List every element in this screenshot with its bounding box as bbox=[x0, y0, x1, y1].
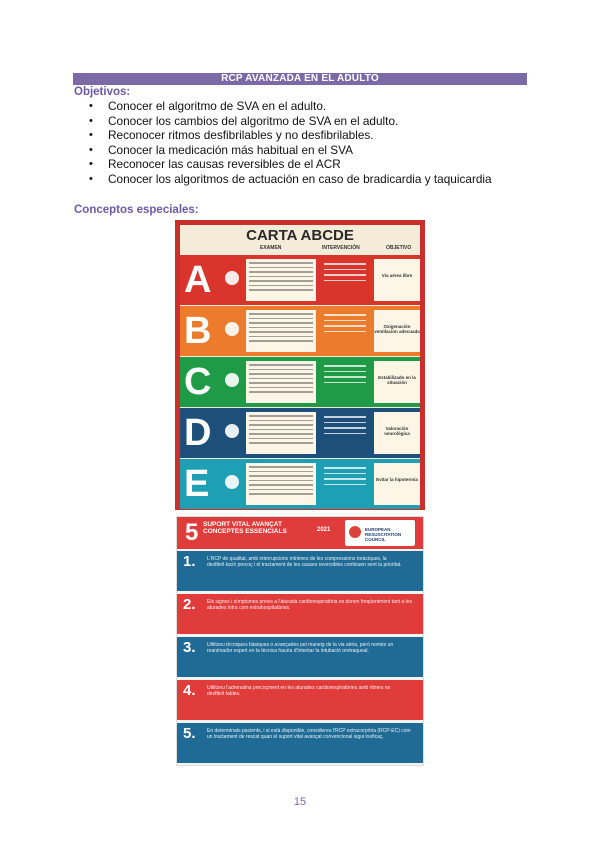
carta-objective-box: Evitar la hipotermia bbox=[374, 463, 420, 505]
carta-intervention-box bbox=[320, 310, 370, 352]
organ-icon bbox=[225, 475, 239, 489]
organ-icon bbox=[225, 424, 239, 438]
objective-item: • Reconocer las causas reversibles de el ACR bbox=[89, 157, 492, 172]
objective-item: • Reconocer ritmos desfibrilables y no desfibrilables. bbox=[89, 128, 492, 143]
carta-exam-box bbox=[246, 412, 316, 454]
sva-item-number: 1. bbox=[183, 553, 196, 570]
sva-item bbox=[177, 680, 423, 720]
carta-letter: D bbox=[184, 412, 212, 454]
carta-col-exam: EXAMEN bbox=[260, 245, 282, 251]
carta-exam-box bbox=[246, 361, 316, 403]
carta-title: CARTA ABCDE bbox=[246, 227, 354, 244]
sva-item-number: 4. bbox=[183, 682, 196, 699]
carta-letter: A bbox=[184, 259, 212, 301]
carta-objective-box: Estabilizado en la situación bbox=[374, 361, 420, 403]
sva-figure bbox=[176, 516, 424, 766]
sva-number: 5 bbox=[185, 519, 199, 546]
organ-icon bbox=[225, 322, 239, 336]
heart-icon bbox=[349, 526, 361, 538]
objective-item: • Conocer la medicación más habitual en el SVA bbox=[89, 143, 492, 158]
sva-year: 2021 bbox=[317, 527, 331, 533]
sva-item-number: 5. bbox=[183, 725, 196, 742]
sva-item-text: L'RCP de qualitat, amb interrupcions mínimes de les compressions toràciques, la desfibril·lació precoç i el tractament de les causes reversibles continuen sent la prioritat. bbox=[207, 556, 402, 568]
carta-col-obj: OBJETIVO bbox=[386, 245, 412, 251]
sva-item bbox=[177, 551, 423, 591]
sva-item-text: En determinats pacients, i si està disponible, considereu l'RCP extracorpòria (RCP-EC) com un tractament de rescat quan el suport vital avançat convencional sigui ineficaç. bbox=[207, 728, 411, 740]
sva-item-number: 3. bbox=[183, 639, 196, 656]
carta-objective-box: Valoración neurológica bbox=[374, 412, 420, 454]
carta-exam-box bbox=[246, 310, 316, 352]
sva-item-text: Utilitzeu tècniques bàsiques o avançades pel maneig de la via aèria, però només un reanimador expert en la tècnica hauria d'intentar la intubació orotraqueal. bbox=[207, 642, 394, 654]
sva-item bbox=[177, 723, 423, 763]
sva-header bbox=[177, 517, 423, 549]
carta-column-headers bbox=[180, 245, 420, 253]
objective-item: • Conocer el algoritmo de SVA en el adulto. bbox=[89, 99, 492, 114]
carta-objective-box: Vía aérea libre bbox=[374, 259, 420, 301]
carta-letter: E bbox=[184, 463, 210, 505]
carta-abcde-figure bbox=[175, 220, 425, 510]
sva-title: SUPORT VITAL AVANÇAT CONCEPTES ESSENCIALS bbox=[203, 521, 287, 535]
erc-logo bbox=[345, 520, 415, 546]
carta-row-a bbox=[180, 255, 420, 305]
sva-item-text: Utilitzeu l'adrenalina precoçment en les aturades cardiorespiratòries amb ritmes no desfibril·lables. bbox=[207, 685, 391, 697]
carta-letter: B bbox=[184, 310, 212, 352]
sva-item bbox=[177, 594, 423, 634]
carta-objective-box: Oxigenación ventilación adecuada bbox=[374, 310, 420, 352]
erc-logo-text: EUROPEAN RESUSCITATION COUNCIL bbox=[365, 527, 402, 542]
organ-icon bbox=[225, 271, 239, 285]
carta-exam-box bbox=[246, 259, 316, 301]
carta-row-c bbox=[180, 357, 420, 407]
carta-row-d bbox=[180, 408, 420, 458]
carta-row-b bbox=[180, 306, 420, 356]
carta-intervention-box bbox=[320, 463, 370, 505]
page-title: RCP AVANZADA EN EL ADULTO bbox=[73, 73, 527, 85]
organ-icon bbox=[225, 373, 239, 387]
objective-item: • Conocer los cambios del algoritmo de SVA en el adulto. bbox=[89, 114, 492, 129]
objective-item: • Conocer los algoritmos de actuación en caso de bradicardia y taquicardia bbox=[89, 172, 492, 187]
sva-item-text: Els signes i símptomes previs a l'aturada cardiorespiratòria es donen freqüentment tant a les aturades intra com extrahospitalàries. bbox=[207, 599, 412, 611]
concepts-heading: Conceptos especiales: bbox=[74, 204, 199, 216]
page-number: 15 bbox=[293, 796, 307, 808]
carta-row-e bbox=[180, 459, 420, 509]
carta-col-interv: INTERVENCIÓN bbox=[322, 245, 360, 251]
carta-intervention-box bbox=[320, 361, 370, 403]
sva-item-number: 2. bbox=[183, 596, 196, 613]
objectives-heading: Objetivos: bbox=[74, 86, 131, 98]
carta-panel bbox=[180, 225, 420, 505]
carta-intervention-box bbox=[320, 259, 370, 301]
carta-exam-box bbox=[246, 463, 316, 505]
carta-intervention-box bbox=[320, 412, 370, 454]
sva-item bbox=[177, 637, 423, 677]
objectives-list bbox=[89, 99, 492, 187]
carta-letter: C bbox=[184, 361, 212, 403]
